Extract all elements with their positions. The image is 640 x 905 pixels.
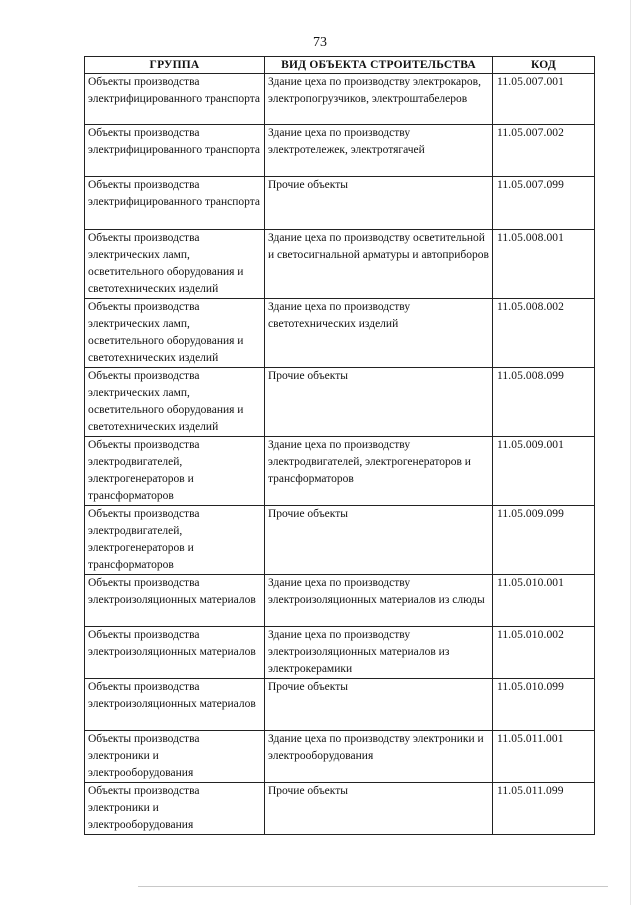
- cell-object-type: Здание цеха по производству электроники и электрооборудования: [265, 731, 493, 783]
- table-row: [85, 177, 595, 230]
- cell-code: 11.05.011.001: [493, 731, 595, 783]
- cell-object-type: Здание цеха по производству электродвигателей, электрогенераторов и трансформаторов: [265, 437, 493, 506]
- cell-group: Объекты производства электроизоляционных материалов: [85, 627, 265, 679]
- table-row: [85, 230, 595, 299]
- table-row: [85, 783, 595, 835]
- cell-code: 11.05.008.002: [493, 299, 595, 368]
- scan-artifact-line: [138, 886, 608, 887]
- cell-object-type: Прочие объекты: [265, 679, 493, 731]
- table-row: [85, 299, 595, 368]
- construction-object-table: [84, 56, 595, 835]
- cell-group: Объекты производства электрических ламп, осветительного оборудования и светотехнических изделий: [85, 230, 265, 299]
- table-row: [85, 627, 595, 679]
- table-row: [85, 506, 595, 575]
- table-row: [85, 368, 595, 437]
- cell-code: 11.05.010.099: [493, 679, 595, 731]
- cell-object-type: Прочие объекты: [265, 177, 493, 230]
- table-row: [85, 731, 595, 783]
- cell-code: 11.05.008.001: [493, 230, 595, 299]
- cell-group: Объекты производства электродвигателей, электрогенераторов и трансформаторов: [85, 506, 265, 575]
- page-number: 73: [313, 35, 327, 50]
- table-row: [85, 437, 595, 506]
- cell-code: 11.05.008.099: [493, 368, 595, 437]
- cell-object-type: Прочие объекты: [265, 368, 493, 437]
- header-code: КОД: [493, 57, 595, 74]
- cell-object-type: Прочие объекты: [265, 506, 493, 575]
- table-row: [85, 125, 595, 177]
- cell-group: Объекты производства электроники и электрооборудования: [85, 731, 265, 783]
- cell-group: Объекты производства электродвигателей, электрогенераторов и трансформаторов: [85, 437, 265, 506]
- cell-code: 11.05.011.099: [493, 783, 595, 835]
- table-row: [85, 74, 595, 125]
- cell-group: Объекты производства электрических ламп, осветительного оборудования и светотехнических изделий: [85, 368, 265, 437]
- cell-object-type: Здание цеха по производству осветительной и светосигнальной арматуры и автоприборов: [265, 230, 493, 299]
- table-header-row: [85, 57, 595, 74]
- cell-group: Объекты производства электрифицированного транспорта: [85, 74, 265, 125]
- cell-code: 11.05.007.099: [493, 177, 595, 230]
- cell-code: 11.05.010.001: [493, 575, 595, 627]
- cell-object-type: Здание цеха по производству электрокаров, электропогрузчиков, электроштабелеров: [265, 74, 493, 125]
- cell-group: Объекты производства электроизоляционных материалов: [85, 679, 265, 731]
- cell-group: Объекты производства электроники и электрооборудования: [85, 783, 265, 835]
- cell-object-type: Прочие объекты: [265, 783, 493, 835]
- cell-group: Объекты производства электрифицированного транспорта: [85, 125, 265, 177]
- cell-object-type: Здание цеха по производству светотехнических изделий: [265, 299, 493, 368]
- cell-object-type: Здание цеха по производству электроизоляционных материалов из электрокерамики: [265, 627, 493, 679]
- header-group: ГРУППА: [85, 57, 265, 74]
- cell-code: 11.05.009.099: [493, 506, 595, 575]
- table-row: [85, 575, 595, 627]
- cell-code: 11.05.010.002: [493, 627, 595, 679]
- cell-code: 11.05.007.002: [493, 125, 595, 177]
- cell-group: Объекты производства электрифицированного транспорта: [85, 177, 265, 230]
- cell-group: Объекты производства электрических ламп, осветительного оборудования и светотехнических изделий: [85, 299, 265, 368]
- cell-object-type: Здание цеха по производству электроизоляционных материалов из слюды: [265, 575, 493, 627]
- header-object-type: ВИД ОБЪЕКТА СТРОИТЕЛЬСТВА: [265, 57, 493, 74]
- cell-code: 11.05.007.001: [493, 74, 595, 125]
- cell-group: Объекты производства электроизоляционных материалов: [85, 575, 265, 627]
- cell-code: 11.05.009.001: [493, 437, 595, 506]
- table-row: [85, 679, 595, 731]
- scan-artifact-edge: [630, 0, 631, 905]
- cell-object-type: Здание цеха по производству электротележек, электротягачей: [265, 125, 493, 177]
